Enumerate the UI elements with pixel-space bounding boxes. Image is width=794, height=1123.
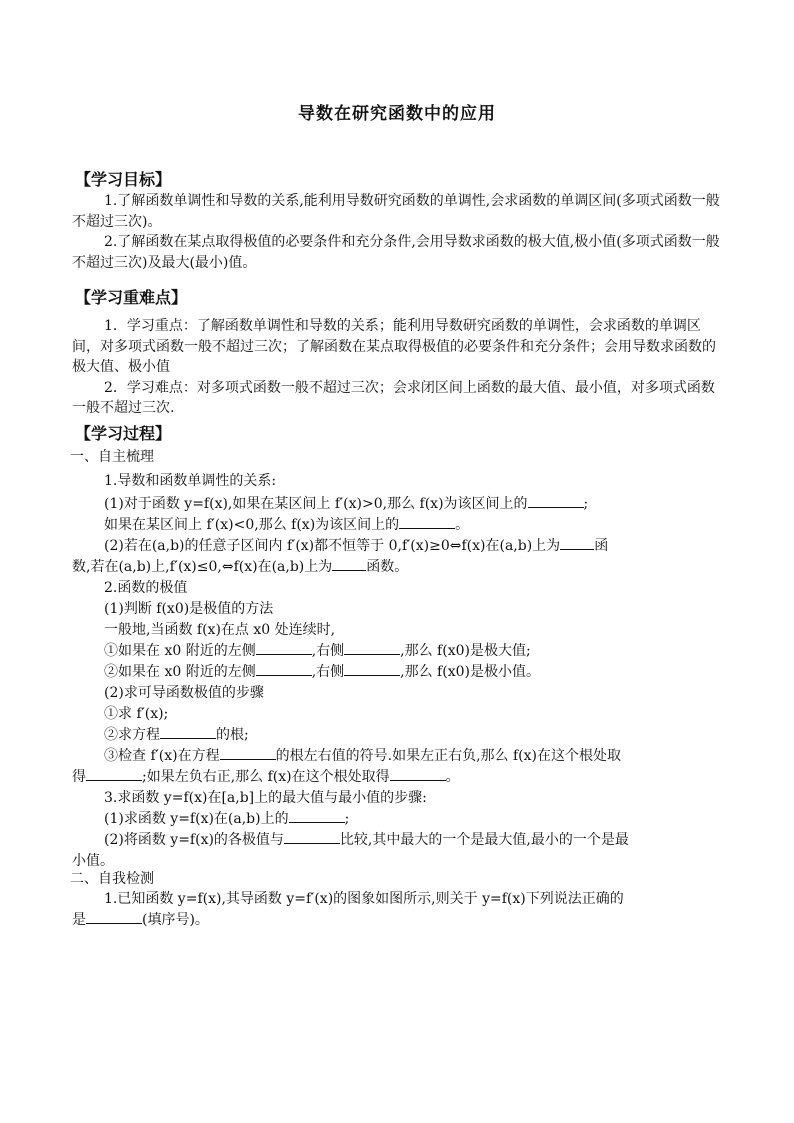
line-nonpos: 数,若在(a,b)上,f′(x)≤0,⇔f(x)在(a,b)上为 函数。 bbox=[72, 559, 409, 575]
blank-answer[interactable] bbox=[86, 911, 142, 924]
line-maxmin-1: (1)求函数 y=f(x)在(a,b)上的 ; bbox=[104, 811, 350, 827]
blank-compare[interactable] bbox=[284, 831, 340, 844]
blank-equation-2[interactable] bbox=[220, 747, 276, 760]
line-step-3: ③检查 f′(x)在方程 的根左右值的符号.如果左正右负,那么 f(x)在这个根处取 bbox=[104, 748, 621, 764]
blank-max-right[interactable] bbox=[344, 642, 400, 655]
line-maxmin-2-cont: 小值。 bbox=[72, 853, 114, 869]
line-local-max: ①如果在 x0 附近的左侧 ,右侧 ,那么 f(x0)是极大值; bbox=[104, 643, 531, 659]
line-decreasing: 如果在某区间上 f′(x)<0,那么 f(x)为该区间上的 。 bbox=[104, 517, 470, 533]
key-points-heading: 【学习重难点】 bbox=[75, 288, 188, 307]
line-maxmin-title: 3.求函数 y=f(x)在[a,b]上的最大值与最小值的步骤: bbox=[104, 790, 427, 806]
key-point-2: 2．学习难点：对多项式函数一般不超过三次；会求闭区间上函数的最大值、最小值，对多项式函数一般不超过三次. bbox=[72, 379, 715, 416]
blank-nonpos[interactable] bbox=[332, 558, 366, 571]
objectives-heading: 【学习目标】 bbox=[75, 170, 172, 189]
blank-get-min[interactable] bbox=[390, 768, 446, 781]
objective-2: 2.了解函数在某点取得极值的必要条件和充分条件,会用导数求函数的极大值,极小值(多项式函数一般不超过三次)及最大(最小)值。 bbox=[72, 234, 720, 271]
line-increasing: (1)对于函数 y=f(x),如果在某区间上 f′(x)>0,那么 f(x)为该区间上的 ; bbox=[104, 496, 589, 512]
blank-equation[interactable] bbox=[160, 726, 216, 739]
line-step-2: ②求方程 的根; bbox=[104, 727, 249, 743]
line-monotonic-title: 1.导数和函数单调性的关系: bbox=[104, 473, 277, 489]
blank-max-left[interactable] bbox=[256, 642, 312, 655]
line-local-min: ②如果在 x0 附近的左侧 ,右侧 ,那么 f(x0)是极小值。 bbox=[104, 664, 540, 680]
blank-min-right[interactable] bbox=[344, 663, 400, 676]
line-steps-title: (2)求可导函数极值的步骤 bbox=[104, 685, 264, 701]
blank-min-left[interactable] bbox=[256, 663, 312, 676]
line-step-3-cont: 得 ;如果左负右正,那么 f(x)在这个根处取得 。 bbox=[72, 769, 460, 785]
objective-1: 1.了解函数单调性和导数的关系,能利用导数研究函数的单调性,会求函数的单调区间(多项式函数一般不超过三次)。 bbox=[72, 193, 720, 230]
blank-nonneg[interactable] bbox=[560, 537, 594, 550]
part-2-heading: 二、自我检测 bbox=[70, 871, 154, 887]
line-continuity: 一般地,当函数 f(x)在点 x0 处连续时, bbox=[104, 622, 336, 638]
line-check-1-cont: 是 (填序号)。 bbox=[72, 912, 209, 928]
line-judge-method: (1)判断 f(x0)是极值的方法 bbox=[104, 601, 274, 617]
part-1-heading: 一、自主梳理 bbox=[70, 449, 154, 465]
key-point-1: 1．学习重点：了解函数单调性和导数的关系；能利用导数研究函数的单调性，会求函数的单调区间，对多项式函数一般不超过三次；了解函数在某点取得极值的必要条件和充分条件；会用导数求函数的极大值、极小值 bbox=[72, 318, 716, 375]
page-title: 导数在研究函数中的应用 bbox=[298, 104, 496, 124]
blank-get-max[interactable] bbox=[86, 768, 142, 781]
blank-extremes[interactable] bbox=[289, 810, 345, 823]
line-maxmin-2: (2)将函数 y=f(x)的各极值与 比较,其中最大的一个是最大值,最小的一个是最 bbox=[104, 832, 629, 848]
line-nonneg: (2)若在(a,b)的任意子区间内 f′(x)都不恒等于 0,f′(x)≥0⇔f(x)在(a,b)上为 函 bbox=[104, 538, 609, 554]
key-points-body bbox=[72, 316, 720, 419]
blank-increasing[interactable] bbox=[528, 495, 584, 508]
objectives-body bbox=[72, 191, 720, 273]
line-check-1: 1.已知函数 y=f(x),其导函数 y=f′(x)的图象如图所示,则关于 y=f(x)下列说法正确的 bbox=[104, 891, 624, 907]
line-step-1: ①求 f′(x); bbox=[104, 706, 169, 722]
blank-decreasing[interactable] bbox=[399, 516, 455, 529]
process-heading: 【学习过程】 bbox=[75, 424, 172, 443]
line-extrema-title: 2.函数的极值 bbox=[104, 580, 188, 596]
